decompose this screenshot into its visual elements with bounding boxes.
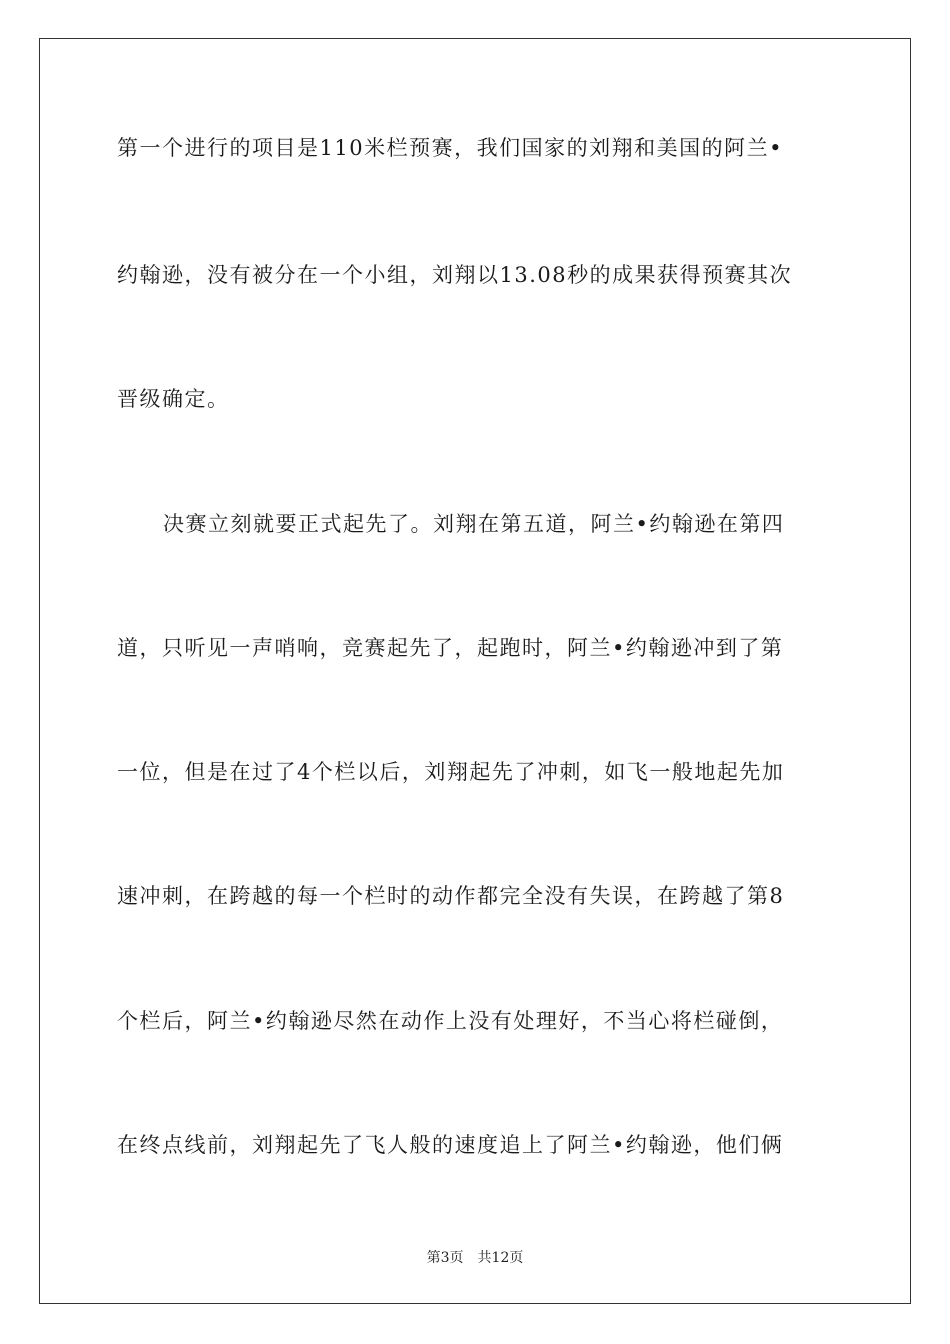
paragraph-line: 第一个进行的项目是110米栏预赛，我们国家的刘翔和美国的阿兰• — [117, 136, 783, 160]
paragraph-line: 一位，但是在过了4个栏以后，刘翔起先了冲刺，如飞一般地起先加 — [117, 760, 785, 784]
page-footer — [0, 1248, 950, 1268]
paragraph-line: 在终点线前，刘翔起先了飞人般的速度追上了阿兰•约翰逊，他们俩 — [117, 1133, 784, 1157]
page-number-current: 第3页 — [426, 1250, 464, 1266]
paragraph-line: 决赛立刻就要正式起先了。刘翔在第五道，阿兰•约翰逊在第四 — [163, 512, 785, 536]
paragraph-line: 个栏后，阿兰•约翰逊尽然在动作上没有处理好，不当心将栏碰倒， — [117, 1009, 784, 1033]
paragraph-line: 约翰逊，没有被分在一个小组，刘翔以13.08秒的成果获得预赛其次 — [117, 263, 793, 287]
page-number-total: 共12页 — [477, 1250, 524, 1266]
paragraph-line: 道，只听见一声哨响，竞赛起先了，起跑时，阿兰•约翰逊冲到了第 — [117, 636, 784, 660]
paragraph-line: 晋级确定。 — [117, 387, 230, 411]
paragraph-line: 速冲刺，在跨越的每一个栏时的动作都完全没有失误，在跨越了第8 — [117, 884, 785, 908]
page-border — [39, 38, 911, 1304]
